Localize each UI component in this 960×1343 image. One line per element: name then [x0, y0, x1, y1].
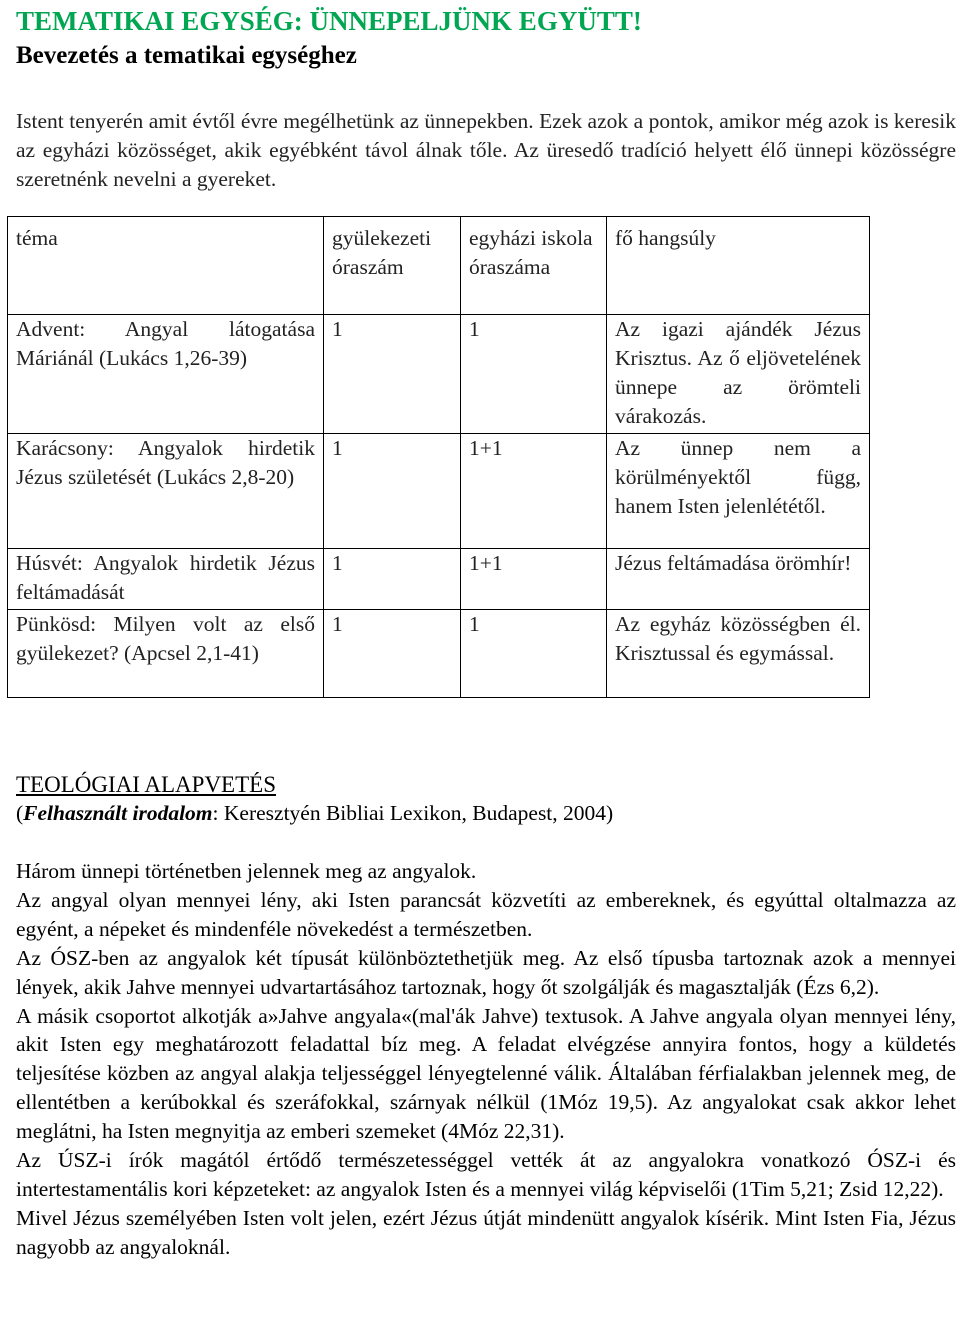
cell-tema: Advent: Angyal látogatása Máriánál (Lukács 1,26-39) [8, 315, 324, 434]
header-tema: téma [8, 217, 324, 315]
cell-iskola: 1 [461, 315, 607, 434]
source-reference [16, 799, 613, 828]
cell-tema: Karácsony: Angyalok hirdetik Jézus születését (Lukács 2,8-20) [8, 434, 324, 549]
table-row [8, 610, 870, 698]
theology-paragraph: Az angyal olyan mennyei lény, aki Isten parancsát közvetíti az embereknek, és egyúttal oltalmazza az egyént, a népeket és mindenféle növekedést a természetben. [16, 887, 956, 941]
table-row [8, 549, 870, 610]
theology-paragraph: Három ünnepi történetben jelennek meg az angyalok. [16, 859, 477, 883]
cell-tema: Húsvét: Angyalok hirdetik Jézus feltámadását [8, 549, 324, 610]
cell-gyulekezeti: 1 [324, 610, 461, 698]
theology-heading: TEOLÓGIAI ALAPVETÉS [16, 772, 276, 797]
source-open-paren: ( [16, 801, 24, 825]
cell-hangsuly: Az ünnep nem a körülményektől függ, hanem Isten jelenlététől. [607, 434, 870, 549]
unit-subtitle: Bevezetés a tematikai egységhez [16, 42, 357, 69]
source-text: : Keresztyén Bibliai Lexikon, Budapest, 2004) [212, 801, 614, 825]
theology-paragraph: Az ÚSZ-i írók magától értődő természetességgel vették át az angyalokra vonatkozó ÓSZ-i és intertestamentális kori képzeteket: az angyalok Isten és a mennyei világ képviselői (1Tim 5,21; Zsid 12,22). [16, 1148, 956, 1201]
intro-paragraph: Istent tenyerén amit évtől évre megélhetünk az ünnepekben. Ezek azok a pontok, amikor még azok is keresik az egyházi közösséget, akik egyébként távol álnak tőle. Az üresedő tradíció helyett élő ünnepi közösségre szeretnénk nevelni a gyereket. [16, 109, 956, 191]
cell-gyulekezeti: 1 [324, 434, 461, 549]
lesson-plan-table [7, 216, 870, 698]
theology-paragraph: Az ÓSZ-ben az angyalok két típusát különböztethetjük meg. Az első típusba tartoznak azok a mennyei lények, akik Jahve mennyei udvartartásához tartoznak, hogy őt szolgálják és magasztalják (Ézs 6,2). [16, 945, 956, 999]
cell-gyulekezeti: 1 [324, 315, 461, 434]
cell-iskola: 1 [461, 610, 607, 698]
cell-hangsuly: Jézus feltámadása örömhír! [607, 549, 870, 610]
table-row [8, 434, 870, 549]
table-row [8, 315, 870, 434]
header-hangsuly: fő hangsúly [607, 217, 870, 315]
theology-paragraph: Mivel Jézus személyében Isten volt jelen, ezért Jézus útját mindenütt angyalok kísérik. Mint Isten Fia, Jézus nagyobb az angyaloknál. [16, 1205, 956, 1259]
unit-title: TEMATIKAI EGYSÉG: ÜNNEPELJÜNK EGYÜTT! [16, 6, 642, 36]
table-header-row [8, 217, 870, 315]
cell-tema: Pünkösd: Milyen volt az első gyülekezet? (Apcsel 2,1-41) [8, 610, 324, 698]
source-label: Felhasznált irodalom [23, 801, 213, 825]
cell-gyulekezeti: 1 [324, 549, 461, 610]
theology-paragraph: A másik csoportot alkotják a»Jahve angyala«(mal'ák Jahve) textusok. A Jahve angyala olyan mennyei lény, akit Isten egy meghatározott feladattal bíz meg. A feladat elvégzése annyira fontos, hogy a küldetés teljesítése közben az angyal alakja teljességgel lényegtelenné válik. Általában férfialakban jelennek meg, de ellentétben a kerúbokkal és szeráfokkal, szárnyak nélkül (1Móz 19,5). Az angyalokat csak akkor lehet meglátni, ha Isten megnyitja az emberi szemeket (4Móz 22,31). [16, 1003, 956, 1144]
cell-iskola: 1+1 [461, 549, 607, 610]
cell-hangsuly: Az egyház közösségben él. Krisztussal és egymással. [607, 610, 870, 698]
cell-iskola: 1+1 [461, 434, 607, 549]
header-gyulekezeti: gyülekezeti óraszám [324, 217, 461, 315]
theology-text [16, 857, 956, 1262]
cell-hangsuly: Az igazi ajándék Jézus Krisztus. Az ő eljövetelének ünnepe az örömteli várakozás. [607, 315, 870, 434]
header-iskola: egyházi iskola óraszáma [461, 217, 607, 315]
